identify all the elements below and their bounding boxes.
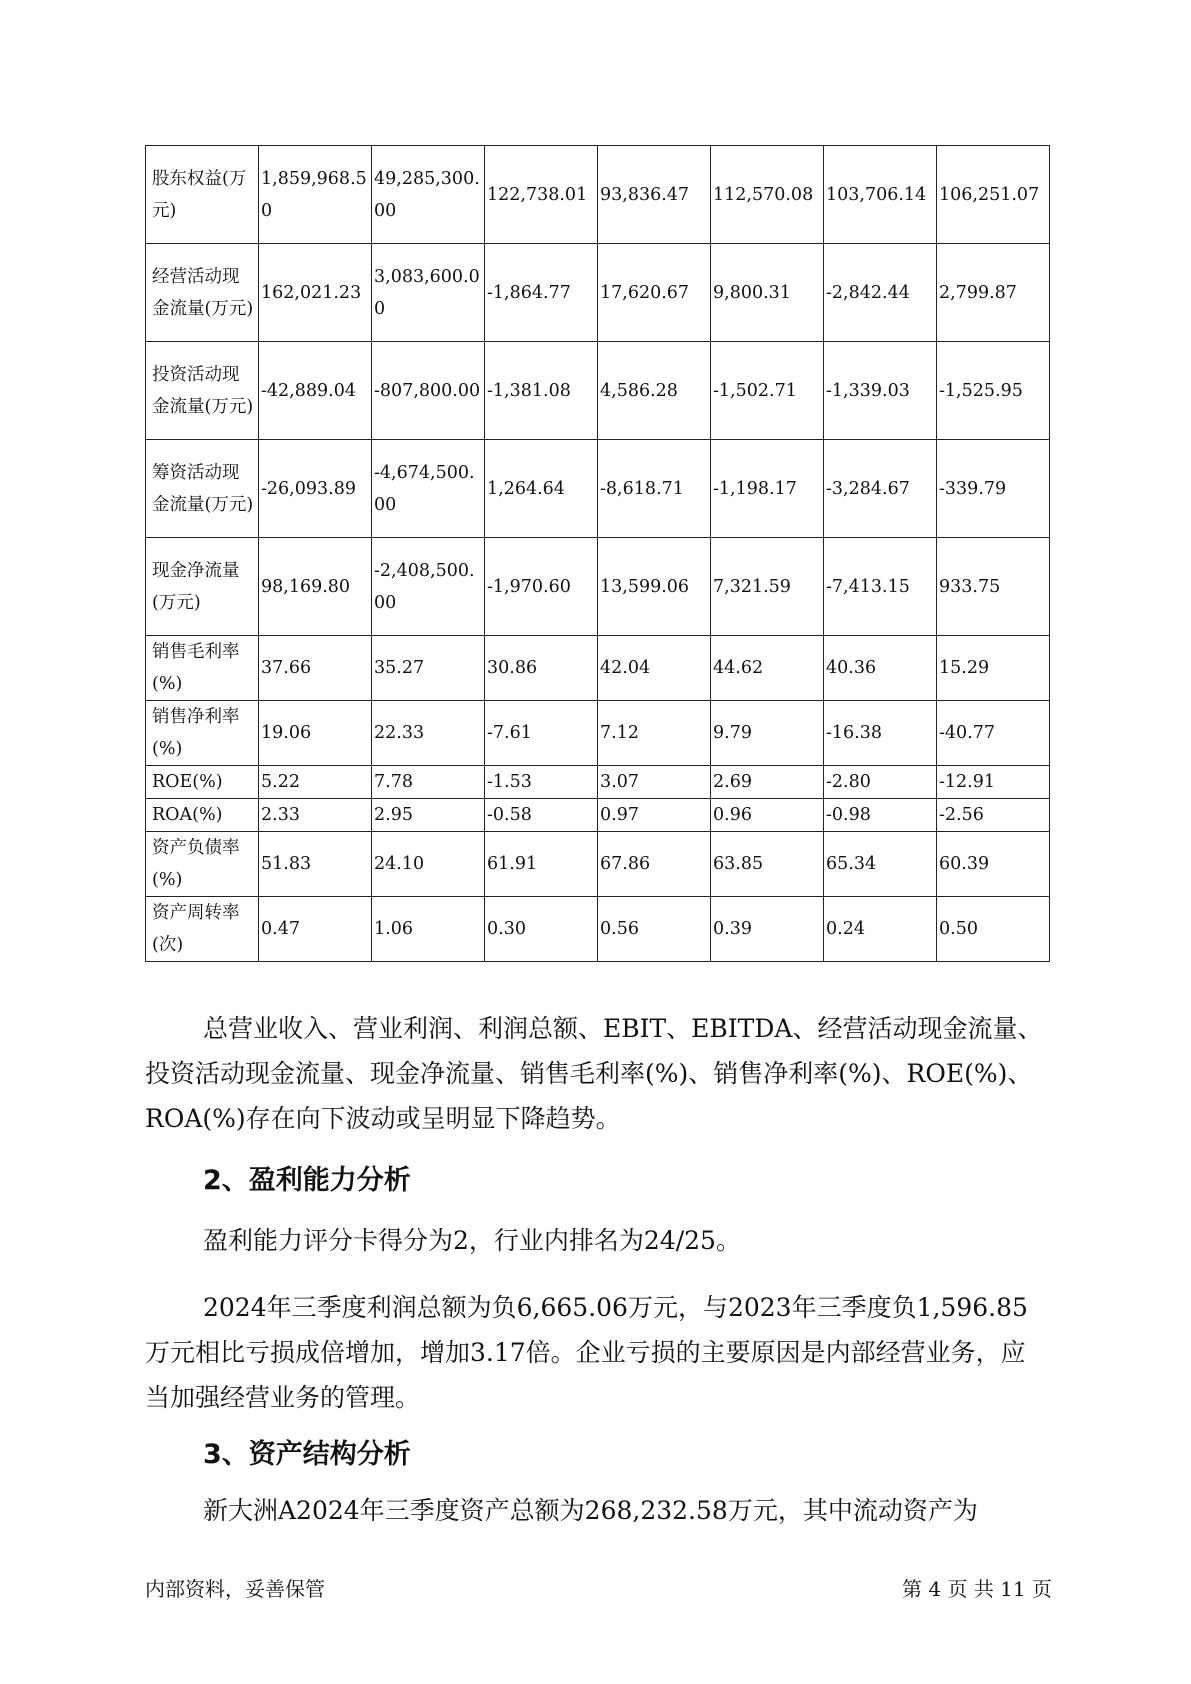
table-cell: 0.39 xyxy=(711,897,824,962)
asset-intro-paragraph: 新大洲A2024年三季度资产总额为268,232.58万元，其中流动资产为 xyxy=(203,1496,978,1525)
table-cell: 7.12 xyxy=(598,701,711,766)
row-label: 筹资活动现金流量(万元) xyxy=(146,440,259,538)
table-cell: 162,021.23 xyxy=(259,244,372,342)
table-cell: 13,599.06 xyxy=(598,538,711,636)
table-cell: 0.50 xyxy=(937,897,1050,962)
table-cell: 63.85 xyxy=(711,832,824,897)
footer-page-number: 第 4 页 共 11 页 xyxy=(902,1577,1052,1601)
table-cell: 40.36 xyxy=(824,636,937,701)
table-row xyxy=(146,440,1050,538)
table-cell: -3,284.67 xyxy=(824,440,937,538)
row-label: ROA(%) xyxy=(146,799,259,832)
table-cell: 0.47 xyxy=(259,897,372,962)
table-cell: -0.98 xyxy=(824,799,937,832)
table-cell: 0.56 xyxy=(598,897,711,962)
table-cell: 2.69 xyxy=(711,766,824,799)
table-cell: 30.86 xyxy=(485,636,598,701)
table-cell: -2.80 xyxy=(824,766,937,799)
table-row xyxy=(146,146,1050,244)
financial-table-body xyxy=(146,146,1050,962)
table-cell: -1,970.60 xyxy=(485,538,598,636)
table-cell: -1,198.17 xyxy=(711,440,824,538)
table-cell: 22.33 xyxy=(372,701,485,766)
table-cell: 42.04 xyxy=(598,636,711,701)
table-cell: -4,674,500.00 xyxy=(372,440,485,538)
table-cell: 1,264.64 xyxy=(485,440,598,538)
table-cell: -1,381.08 xyxy=(485,342,598,440)
table-cell: 93,836.47 xyxy=(598,146,711,244)
table-cell: 122,738.01 xyxy=(485,146,598,244)
table-row xyxy=(146,701,1050,766)
table-cell: -26,093.89 xyxy=(259,440,372,538)
table-cell: -8,618.71 xyxy=(598,440,711,538)
row-label: 经营活动现金流量(万元) xyxy=(146,244,259,342)
row-label: 销售毛利率(%) xyxy=(146,636,259,701)
table-row xyxy=(146,636,1050,701)
trend-paragraph: 总营业收入、营业利润、利润总额、EBIT、EBITDA、经营活动现金流量、投资活动现金流量、现金净流量、销售毛利率(%)、销售净利率(%)、ROE(%)、ROA(%)存在向下波动或呈明显下降趋势。 xyxy=(145,1014,1043,1133)
row-label: 投资活动现金流量(万元) xyxy=(146,342,259,440)
table-cell: 17,620.67 xyxy=(598,244,711,342)
profit-score-paragraph: 盈利能力评分卡得分为2，行业内排名为24/25。 xyxy=(203,1226,741,1255)
section-heading-asset-structure: 3、资产结构分析 xyxy=(203,1439,411,1470)
table-cell: -2,842.44 xyxy=(824,244,937,342)
table-cell: 65.34 xyxy=(824,832,937,897)
table-cell: 3.07 xyxy=(598,766,711,799)
table-cell: 0.96 xyxy=(711,799,824,832)
table-cell: -1,502.71 xyxy=(711,342,824,440)
table-row xyxy=(146,766,1050,799)
table-cell: 49,285,300.00 xyxy=(372,146,485,244)
table-cell: -42,889.04 xyxy=(259,342,372,440)
table-row xyxy=(146,342,1050,440)
table-cell: -0.58 xyxy=(485,799,598,832)
table-cell: 24.10 xyxy=(372,832,485,897)
table-row xyxy=(146,538,1050,636)
table-cell: 4,586.28 xyxy=(598,342,711,440)
table-cell: 112,570.08 xyxy=(711,146,824,244)
table-cell: 0.30 xyxy=(485,897,598,962)
table-cell: -1,864.77 xyxy=(485,244,598,342)
table-cell: -339.79 xyxy=(937,440,1050,538)
table-cell: 5.22 xyxy=(259,766,372,799)
table-cell: 2.33 xyxy=(259,799,372,832)
table-cell: 933.75 xyxy=(937,538,1050,636)
table-row xyxy=(146,897,1050,962)
table-cell: -2.56 xyxy=(937,799,1050,832)
row-label: 销售净利率(%) xyxy=(146,701,259,766)
table-cell: 37.66 xyxy=(259,636,372,701)
row-label: ROE(%) xyxy=(146,766,259,799)
table-row xyxy=(146,832,1050,897)
table-cell: 9.79 xyxy=(711,701,824,766)
table-cell: 0.24 xyxy=(824,897,937,962)
profit-detail-paragraph: 2024年三季度利润总额为负6,665.06万元，与2023年三季度负1,596.85万元相比亏损成倍增加，增加3.17倍。企业亏损的主要原因是内部经营业务，应当加强经营业务的管理。 xyxy=(145,1293,1028,1412)
table-cell: -807,800.00 xyxy=(372,342,485,440)
table-cell: -16.38 xyxy=(824,701,937,766)
table-cell: 103,706.14 xyxy=(824,146,937,244)
table-cell: -40.77 xyxy=(937,701,1050,766)
table-cell: 51.83 xyxy=(259,832,372,897)
row-label: 股东权益(万元) xyxy=(146,146,259,244)
table-cell: -12.91 xyxy=(937,766,1050,799)
row-label: 现金净流量(万元) xyxy=(146,538,259,636)
table-cell: 0.97 xyxy=(598,799,711,832)
financial-table xyxy=(145,145,1050,962)
footer-confidential-note: 内部资料，妥善保管 xyxy=(145,1577,325,1601)
row-label: 资产周转率(次) xyxy=(146,897,259,962)
table-cell: 3,083,600.00 xyxy=(372,244,485,342)
table-cell: 98,169.80 xyxy=(259,538,372,636)
table-cell: -2,408,500.00 xyxy=(372,538,485,636)
table-cell: -1,525.95 xyxy=(937,342,1050,440)
table-cell: 9,800.31 xyxy=(711,244,824,342)
table-row xyxy=(146,799,1050,832)
table-cell: 67.86 xyxy=(598,832,711,897)
row-label: 资产负债率(%) xyxy=(146,832,259,897)
table-cell: 1,859,968.50 xyxy=(259,146,372,244)
table-cell: -1.53 xyxy=(485,766,598,799)
table-cell: 19.06 xyxy=(259,701,372,766)
table-cell: -1,339.03 xyxy=(824,342,937,440)
table-cell: 7,321.59 xyxy=(711,538,824,636)
table-cell: 7.78 xyxy=(372,766,485,799)
table-cell: 60.39 xyxy=(937,832,1050,897)
table-cell: 106,251.07 xyxy=(937,146,1050,244)
section-heading-profitability: 2、盈利能力分析 xyxy=(203,1165,411,1196)
table-cell: 61.91 xyxy=(485,832,598,897)
table-cell: 15.29 xyxy=(937,636,1050,701)
table-row xyxy=(146,244,1050,342)
table-cell: 1.06 xyxy=(372,897,485,962)
table-cell: 44.62 xyxy=(711,636,824,701)
table-cell: 35.27 xyxy=(372,636,485,701)
table-cell: -7.61 xyxy=(485,701,598,766)
table-cell: -7,413.15 xyxy=(824,538,937,636)
table-cell: 2,799.87 xyxy=(937,244,1050,342)
table-cell: 2.95 xyxy=(372,799,485,832)
